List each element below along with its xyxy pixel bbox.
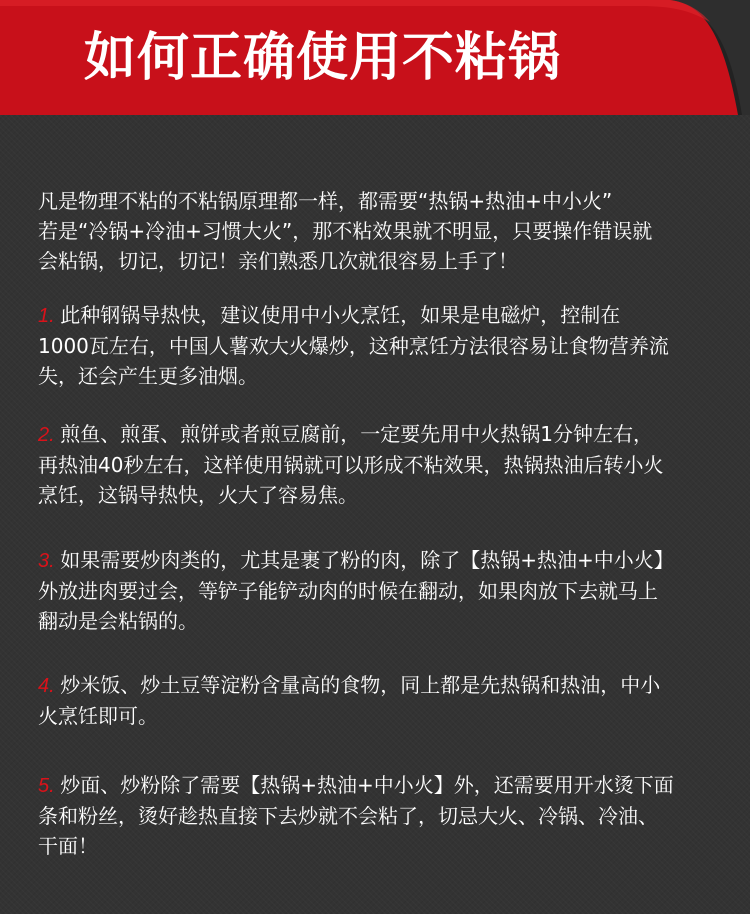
tip-number-2: 2.: [38, 424, 61, 446]
tip-text-1: 此种钢锅导热快，建议使用中小火烹饪，如果是电磁炉，控制在 1000瓦左右，中国人薯欢大火爆炒，这种烹饪方法很容易让食物营养流 失，还会产生更多油烟。: [38, 303, 669, 388]
tip-number-3: 3.: [38, 550, 61, 572]
tip-text-4: 炒米饭、炒土豆等淀粉含量高的食物，同上都是先热锅和热油，中小 火烹饪即可。: [38, 673, 661, 728]
tip-item-5: [38, 770, 718, 861]
tip-item-4: [38, 670, 718, 731]
tip-item-2: [38, 419, 718, 510]
intro-paragraph: 凡是物理不粘的不粘锅原理都一样，都需要“热锅+热油+中小火” 若是“冷锅+冷油+习惯大火”，那不粘效果就不明显，只要操作错误就 会粘锅，切记，切记！亲们熟悉几次就很容易上手了！: [38, 189, 653, 273]
tip-number-5: 5.: [38, 775, 61, 797]
page-title: 如何正确使用不粘锅: [84, 28, 562, 88]
tip-text-3: 如果需要炒肉类的，尤其是裹了粉的肉，除了【热锅+热油+中小火】 外放进肉要过会，等铲子能铲动肉的时候在翻动，如果肉放下去就马上 翻动是会粘锅的。: [38, 548, 674, 633]
tip-number-1: 1.: [38, 305, 61, 327]
tip-text-2: 煎鱼、煎蛋、煎饼或者煎豆腐前，一定要先用中火热锅1分钟左右， 再热油40秒左右，这样使用锅就可以形成不粘效果，热锅热油后转小火 烹饪，这锅导热快，火大了容易焦。: [38, 422, 664, 507]
tip-text-5: 炒面、炒粉除了需要【热锅+热油+中小火】外，还需要用开水烫下面 条和粉丝，烫好趁热直接下去炒就不会粘了，切忌大火、冷锅、冷油、 干面！: [38, 773, 674, 858]
tip-item-3: [38, 545, 718, 636]
title-banner: [0, 0, 750, 115]
tip-number-4: 4.: [38, 675, 61, 697]
tip-item-1: [38, 300, 718, 391]
